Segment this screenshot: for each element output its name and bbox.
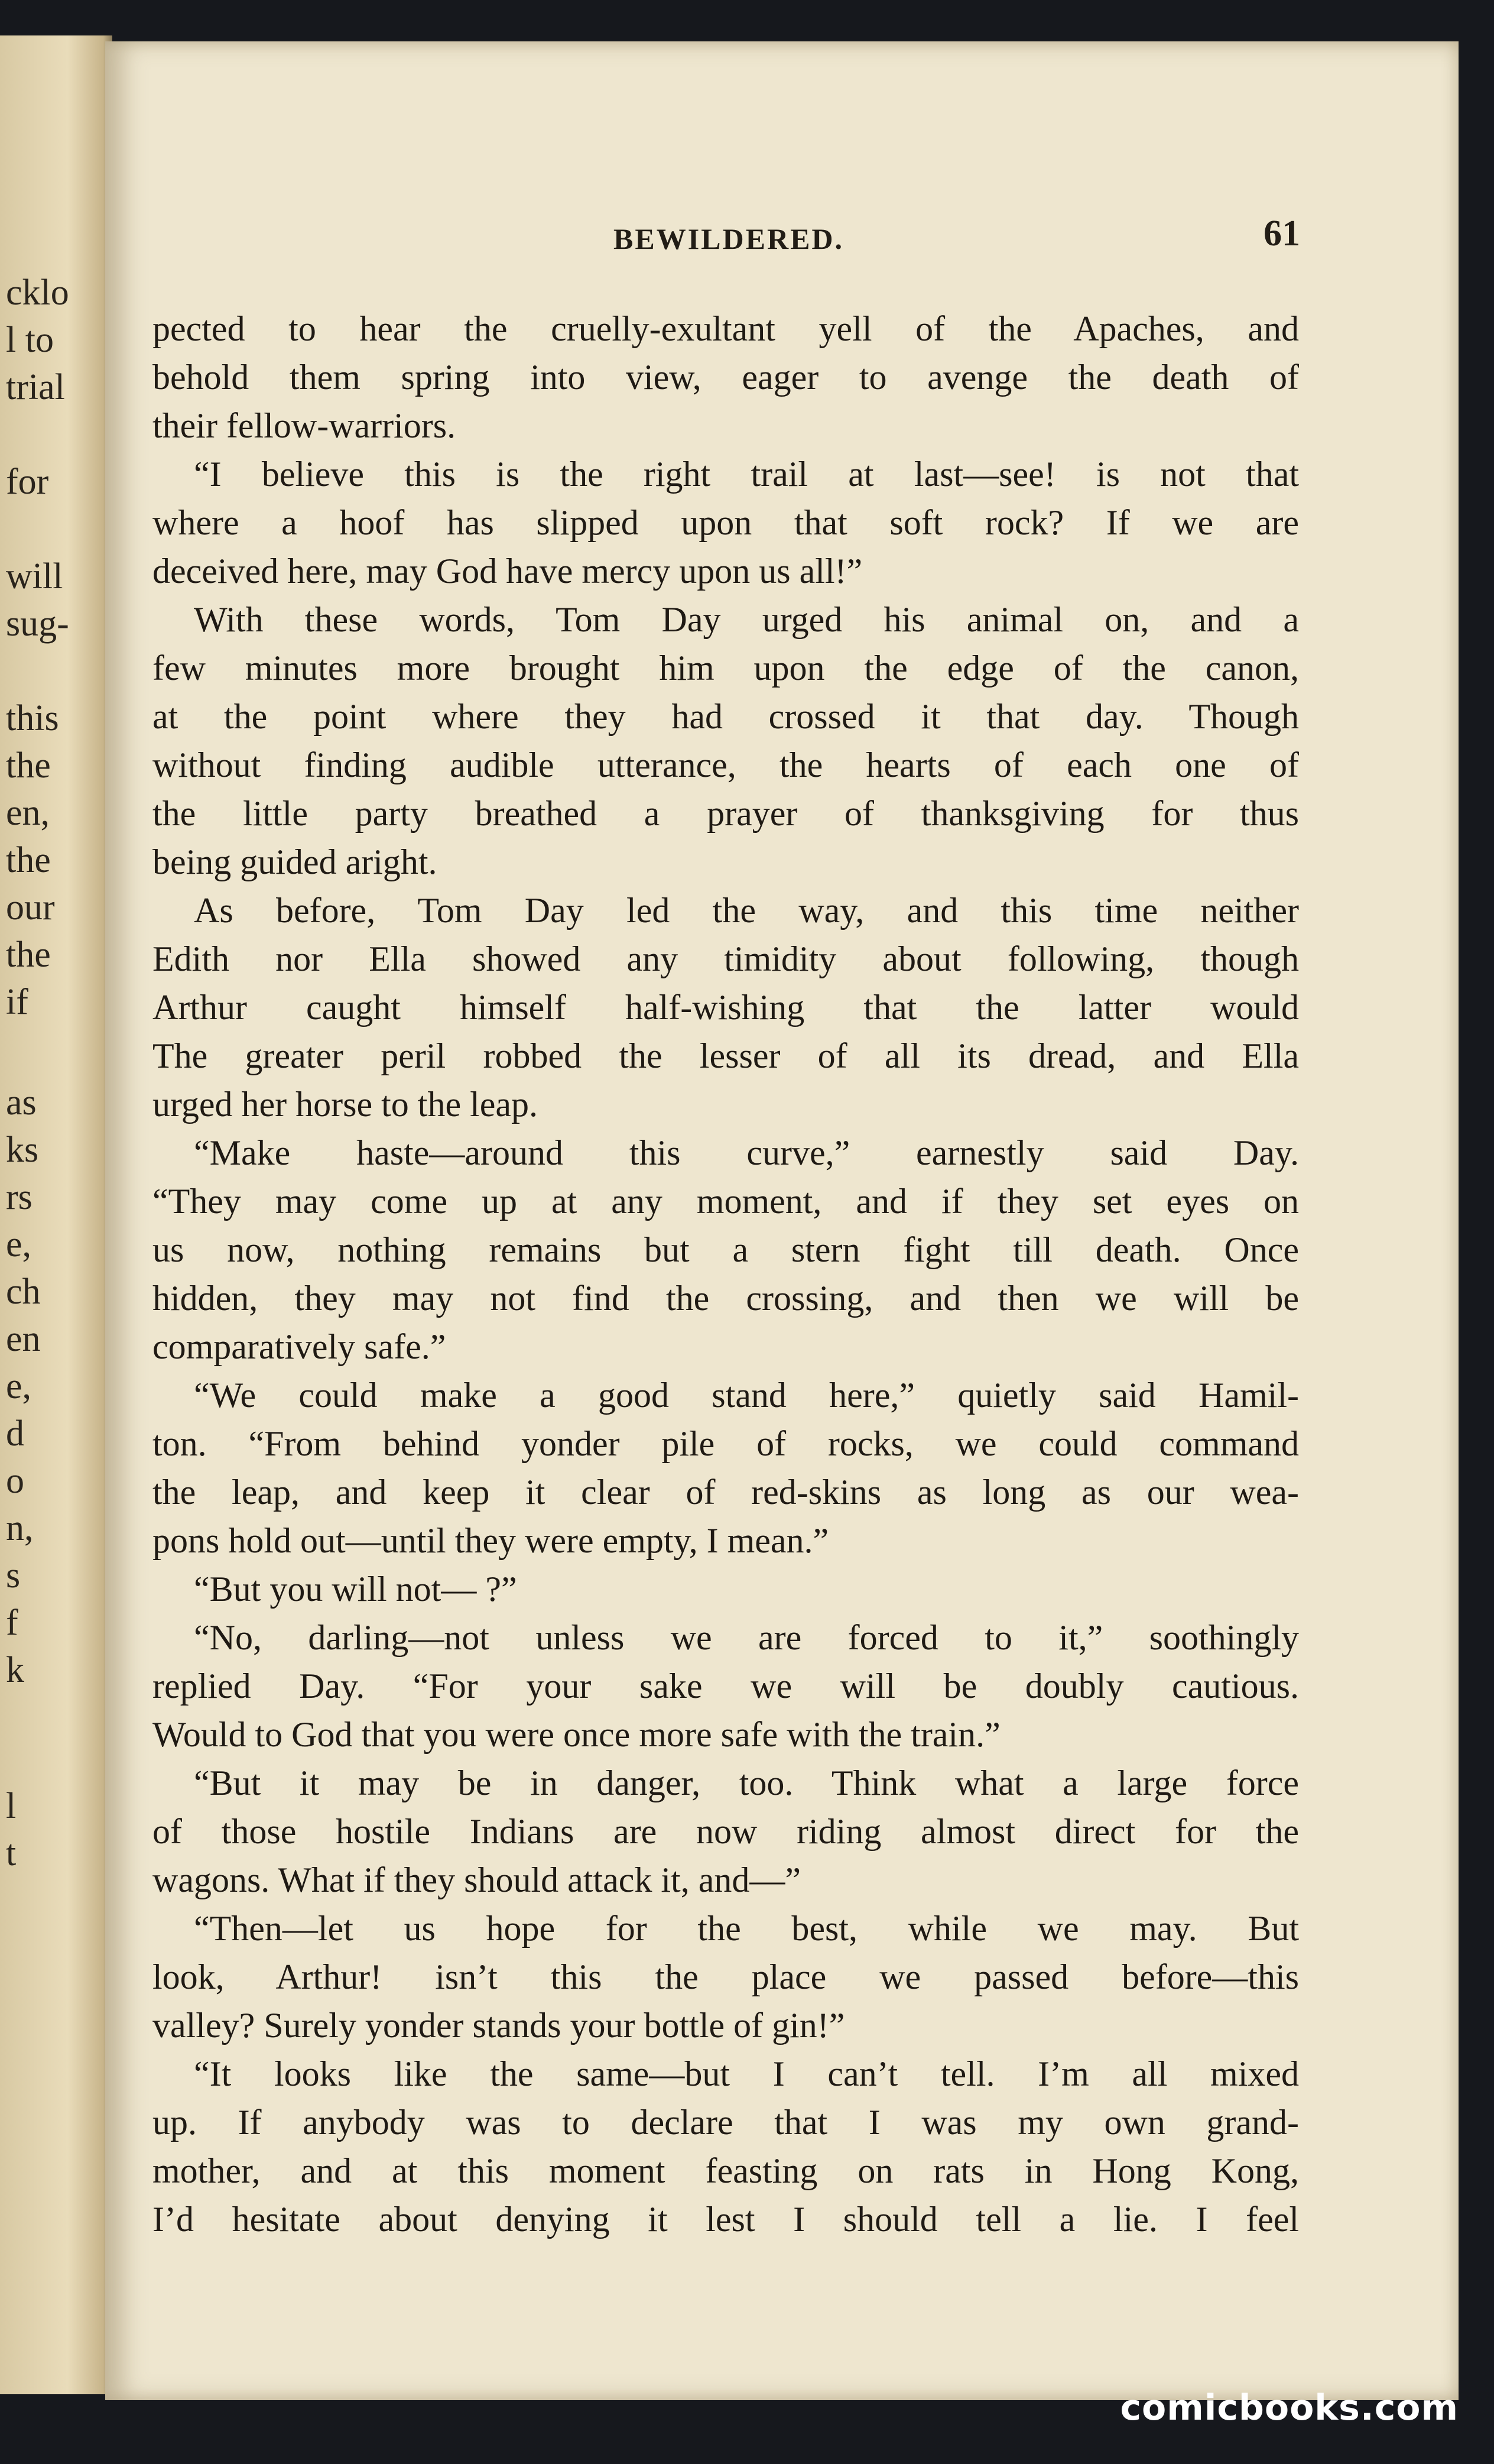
text-line: “Then—let us hope for the best, while we may. But xyxy=(194,1909,1299,1948)
facing-page-text-fragment: en xyxy=(6,1319,41,1359)
watermark: comicbooks.com xyxy=(1120,2387,1459,2429)
facing-page-text-fragment: our xyxy=(6,887,55,928)
text-line: look, Arthur! isn’t this the place we passed before—this xyxy=(152,1957,1299,1996)
body-text xyxy=(152,304,1299,2243)
text-line: at the point where they had crossed it that day. Though xyxy=(152,697,1299,736)
page-header xyxy=(105,177,1459,255)
facing-page-text-fragment: l to xyxy=(6,320,54,360)
text-line: wagons. What if they should attack it, and—” xyxy=(152,1860,801,1899)
facing-page-text-fragment: for xyxy=(6,462,49,502)
text-line: being guided aright. xyxy=(152,842,437,881)
facing-page-text-fragment: ks xyxy=(6,1130,39,1170)
text-line: “They may come up at any moment, and if they set eyes on xyxy=(152,1182,1299,1221)
text-line: With these words, Tom Day urged his animal on, and a xyxy=(194,600,1299,639)
text-line: urged her horse to the leap. xyxy=(152,1085,538,1124)
facing-page-edge xyxy=(0,35,112,2394)
text-line: “But you will not— ?” xyxy=(194,1570,517,1609)
facing-page-text-fragment: k xyxy=(6,1650,24,1690)
text-line: us now, nothing remains but a stern fight till death. Once xyxy=(152,1230,1299,1269)
text-line: “Make haste—around this curve,” earnestly said Day. xyxy=(194,1133,1299,1172)
text-line: of those hostile Indians are now riding almost direct for the xyxy=(152,1812,1299,1851)
text-line: I’d hesitate about denying it lest I should tell a lie. I feel xyxy=(152,2200,1299,2239)
facing-page-text-fragment: as xyxy=(6,1082,37,1123)
text-line: few minutes more brought him upon the edge of the canon, xyxy=(152,649,1299,688)
facing-page-text-fragment: d xyxy=(6,1413,24,1454)
running-head: BEWILDERED. xyxy=(613,222,845,255)
text-line: where a hoof has slipped upon that soft rock? If we are xyxy=(152,503,1299,542)
facing-page-text-fragment: if xyxy=(6,982,28,1022)
text-line: “We could make a good stand here,” quietly said Hamil- xyxy=(194,1376,1299,1415)
facing-page-text-fragment: t xyxy=(6,1833,17,1873)
text-line: Arthur caught himself half-wishing that the latter would xyxy=(152,988,1299,1027)
facing-page-text-fragment: e, xyxy=(6,1224,32,1265)
text-line: their fellow-warriors. xyxy=(152,406,456,445)
text-line: pons hold out—until they were empty, I mean.” xyxy=(152,1521,829,1560)
text-line: valley? Surely yonder stands your bottle of gin!” xyxy=(152,2006,845,2045)
facing-page-text-fragment: trial xyxy=(6,367,65,407)
facing-page-text-fragment: f xyxy=(6,1603,18,1643)
facing-page-text-fragment: the xyxy=(6,840,51,880)
facing-page-text-fragment: e, xyxy=(6,1366,32,1406)
text-line: comparatively safe.” xyxy=(152,1327,446,1366)
text-line: the little party breathed a prayer of thanksgiving for thus xyxy=(152,794,1299,833)
facing-page-text-fragment: ch xyxy=(6,1272,41,1312)
text-line: behold them spring into view, eager to avenge the death of xyxy=(152,358,1299,397)
text-line: deceived here, may God have mercy upon us all!” xyxy=(152,552,863,591)
text-line: “I believe this is the right trail at last—see! is not that xyxy=(194,455,1299,494)
text-line: “No, darling—not unless we are forced to it,” soothingly xyxy=(194,1618,1299,1657)
facing-page-text-fragment: will xyxy=(6,556,63,596)
text-line: “It looks like the same—but I can’t tell. I’m all mixed xyxy=(194,2054,1299,2093)
text-line: “But it may be in danger, too. Think what a large force xyxy=(194,1763,1299,1802)
text-line: pected to hear the cruelly-exultant yell of the Apaches, and xyxy=(152,309,1299,348)
book-page xyxy=(105,41,1459,2400)
text-line: ton. “From behind yonder pile of rocks, we could command xyxy=(152,1424,1299,1463)
text-line: Edith nor Ella showed any timidity about following, though xyxy=(152,939,1299,978)
facing-page-text-fragment: en, xyxy=(6,793,50,833)
facing-page-text-fragment: the xyxy=(6,745,51,786)
facing-page-text-fragment: sug- xyxy=(6,604,69,644)
facing-page-text-fragment: o xyxy=(6,1461,24,1501)
text-line: up. If anybody was to declare that I was my own grand- xyxy=(152,2103,1299,2142)
facing-page-text-fragment: l xyxy=(6,1786,17,1826)
text-line: without finding audible utterance, the hearts of each one of xyxy=(152,745,1299,784)
text-line: Would to God that you were once more safe with the train.” xyxy=(152,1715,1001,1754)
page-number: 61 xyxy=(1264,213,1300,254)
facing-page-text-fragment: s xyxy=(6,1555,21,1596)
text-line: As before, Tom Day led the way, and this time neither xyxy=(194,891,1299,930)
facing-page-text-fragment: the xyxy=(6,935,51,975)
facing-page-text-fragment: rs xyxy=(6,1177,33,1217)
text-line: The greater peril robbed the lesser of all its dread, and Ella xyxy=(152,1036,1299,1075)
text-line: hidden, they may not find the crossing, and then we will be xyxy=(152,1279,1299,1318)
text-line: mother, and at this moment feasting on rats in Hong Kong, xyxy=(152,2151,1299,2190)
facing-page-text-fragment: n, xyxy=(6,1508,34,1548)
facing-page-text-fragment: cklo xyxy=(6,273,69,313)
text-line: replied Day. “For your sake we will be doubly cautious. xyxy=(152,1667,1299,1706)
text-line: the leap, and keep it clear of red-skins as long as our wea- xyxy=(152,1473,1299,1512)
facing-page-text-fragment: this xyxy=(6,698,59,738)
